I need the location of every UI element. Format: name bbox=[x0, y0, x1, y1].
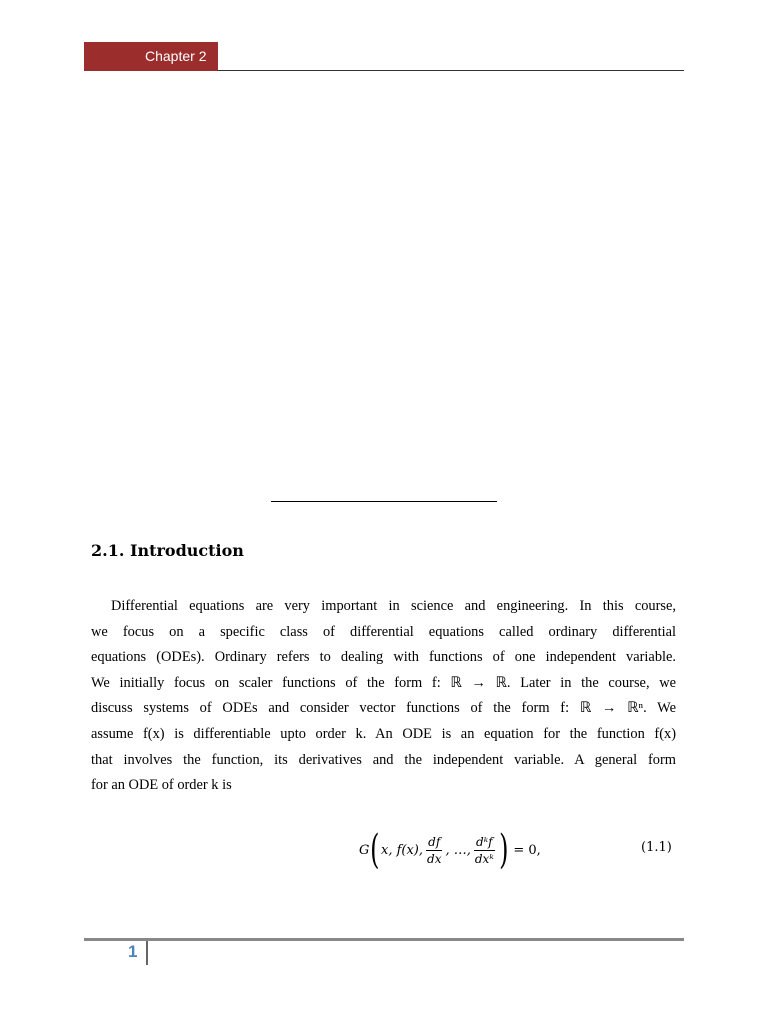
paragraph-line: discuss systems of ODEs and consider vector functions of the form f: ℝ → ℝⁿ. We bbox=[91, 700, 676, 717]
equation-right-paren: ) bbox=[498, 827, 509, 873]
fraction-numerator: dᵏf bbox=[476, 834, 493, 849]
paragraph-line: equations (ODEs). Ordinary refers to dealing with functions of one independent variable. bbox=[91, 649, 676, 666]
fraction-first-derivative bbox=[425, 835, 443, 866]
chapter-header-tab bbox=[84, 42, 218, 71]
paragraph-line: for an ODE of order k is bbox=[91, 777, 232, 794]
intro-paragraph bbox=[91, 594, 676, 799]
fraction-denominator: dx bbox=[427, 851, 442, 866]
footer-rule bbox=[84, 938, 684, 941]
equation-1-1 bbox=[359, 824, 541, 876]
paragraph-line: that involves the function, its derivatives and the independent variable. A general form bbox=[91, 751, 676, 768]
paragraph-line: we focus on a specific class of differential equations called ordinary differential bbox=[91, 623, 676, 640]
equation-number: (1.1) bbox=[641, 840, 672, 855]
chapter-label: Chapter 2 bbox=[145, 48, 207, 64]
section-separator bbox=[271, 501, 497, 502]
equation-args: x, f(x), bbox=[381, 842, 424, 858]
footer-divider bbox=[146, 941, 148, 965]
paragraph-line: Differential equations are very important in science and engineering. In this course, bbox=[111, 598, 676, 614]
fraction-kth-derivative bbox=[473, 835, 496, 866]
section-heading: 2.1. Introduction bbox=[91, 541, 244, 560]
equation-ellipsis: , …, bbox=[445, 842, 471, 858]
fraction-numerator: df bbox=[428, 834, 441, 849]
equation-G: G bbox=[359, 842, 370, 858]
paragraph-line: We initially focus on scaler functions of the form f: ℝ → ℝ. Later in the course, we bbox=[91, 674, 676, 691]
page-number: 1 bbox=[128, 942, 138, 961]
fraction-denominator: dxᵏ bbox=[474, 851, 494, 866]
equation-left-paren: ( bbox=[370, 827, 380, 873]
paragraph-line: assume f(x) is differentiable upto order k. An ODE is an equation for the function f(x) bbox=[91, 725, 676, 742]
header-rule bbox=[218, 70, 684, 71]
equation-rhs: = 0, bbox=[513, 842, 541, 858]
